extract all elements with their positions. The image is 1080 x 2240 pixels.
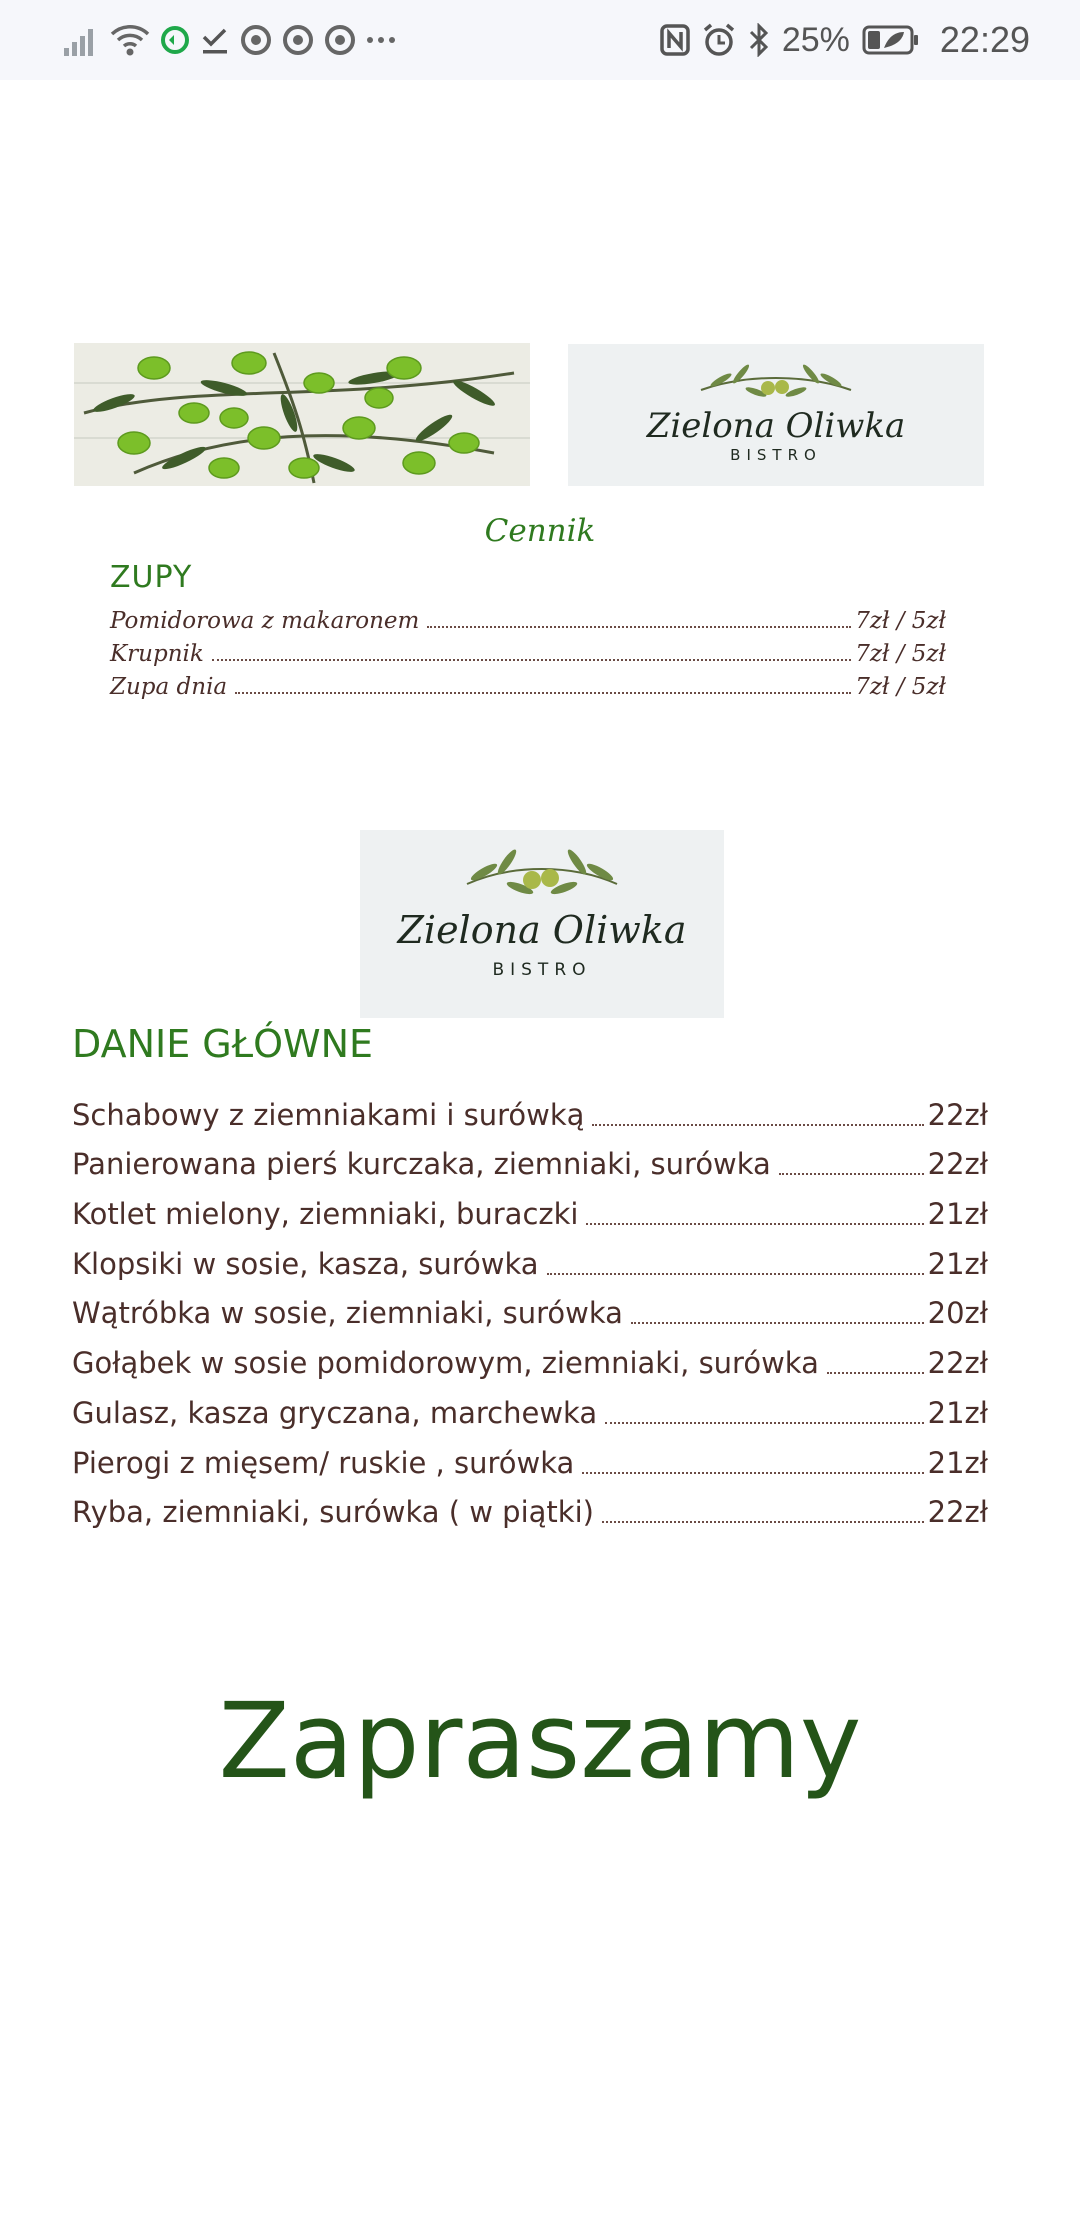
dot-leader	[779, 1173, 924, 1175]
list-item	[110, 634, 946, 667]
status-right	[660, 0, 1030, 80]
olive-branch-photo	[74, 343, 530, 486]
alarm-icon	[702, 23, 736, 57]
dot-leader	[592, 1124, 923, 1126]
item-name: Kotlet mielony, ziemniaki, buraczki	[72, 1197, 579, 1232]
dot-leader	[235, 692, 851, 694]
logo-name: Zielona Oliwka	[646, 406, 906, 446]
main-dishes-heading: DANIE GŁÓWNE	[72, 1022, 374, 1066]
item-name: Zupa dnia	[110, 674, 228, 700]
battery-icon	[862, 25, 920, 55]
dot-leader	[602, 1521, 924, 1523]
list-item	[110, 601, 946, 634]
list-item	[72, 1181, 988, 1231]
item-price: 22zł	[927, 1097, 988, 1132]
dot-leader	[582, 1472, 923, 1474]
download-done-icon	[200, 25, 230, 55]
menu-title: Cennik	[484, 513, 596, 549]
list-item	[72, 1480, 988, 1530]
bistro-logo-middle	[360, 830, 724, 1018]
dot-leader	[605, 1422, 924, 1424]
list-item	[72, 1330, 988, 1380]
bistro-logo-top	[568, 344, 984, 486]
item-name: Gołąbek w sosie pomidorowym, ziemniaki, surówka	[72, 1346, 819, 1381]
dot-leader	[827, 1372, 924, 1374]
item-price: 20zł	[927, 1296, 988, 1331]
closing-invitation: Zapraszamy	[218, 1680, 862, 1802]
item-price: 7zł / 5zł	[855, 608, 946, 634]
list-item	[72, 1132, 988, 1182]
item-price: 7zł / 5zł	[855, 674, 946, 700]
clock: 22:29	[939, 19, 1030, 60]
soup-list	[110, 601, 946, 700]
item-name: Klopsiki w sosie, kasza, surówka	[72, 1246, 539, 1281]
chrome-icon	[324, 24, 356, 56]
dot-leader	[631, 1322, 924, 1324]
dot-leader	[547, 1273, 924, 1275]
more-icon	[366, 35, 396, 45]
signal-icon	[64, 24, 100, 56]
dot-leader	[586, 1223, 923, 1225]
item-name: Ryba, ziemniaki, surówka ( w piątki)	[72, 1495, 594, 1530]
chrome-icon	[282, 24, 314, 56]
logo-subtitle: BISTRO	[492, 960, 592, 980]
item-name: Panierowana pierś kurczaka, ziemniaki, surówka	[72, 1147, 771, 1182]
list-item	[72, 1380, 988, 1430]
bluetooth-icon	[748, 23, 770, 57]
item-name: Wątróbka w sosie, ziemniaki, surówka	[72, 1296, 623, 1331]
item-price: 7zł / 5zł	[855, 641, 946, 667]
list-item	[72, 1231, 988, 1281]
list-item	[72, 1281, 988, 1331]
list-item	[72, 1430, 988, 1480]
logo-name: Zielona Oliwka	[397, 908, 687, 952]
item-name: Gulasz, kasza gryczana, marchewka	[72, 1395, 598, 1430]
item-price: 21zł	[927, 1246, 988, 1281]
list-item	[72, 1082, 988, 1132]
item-name: Schabowy z ziemniakami i surówką	[72, 1097, 585, 1132]
wifi-icon	[110, 23, 150, 57]
logo-subtitle: BISTRO	[730, 446, 822, 464]
status-left	[64, 0, 396, 80]
main-dish-list	[72, 1082, 988, 1529]
list-item	[110, 667, 946, 700]
item-price: 21zł	[927, 1445, 988, 1480]
item-price: 22zł	[927, 1346, 988, 1381]
item-name: Pierogi z mięsem/ ruskie , surówka	[72, 1445, 575, 1480]
battery-percent: 25%	[781, 20, 850, 59]
soups-heading: ZUPY	[110, 560, 193, 595]
item-price: 22zł	[927, 1147, 988, 1182]
item-name: Krupnik	[110, 641, 204, 667]
chrome-icon	[240, 24, 272, 56]
item-price: 21zł	[927, 1395, 988, 1430]
item-price: 21zł	[927, 1197, 988, 1232]
olive-sprig-icon	[696, 362, 856, 402]
dot-leader	[212, 659, 851, 661]
dot-leader	[427, 626, 851, 628]
item-name: Pomidorowa z makaronem	[110, 608, 420, 634]
item-price: 22zł	[927, 1495, 988, 1530]
sync-icon	[160, 25, 190, 55]
status-bar	[0, 0, 1080, 80]
olive-sprig-icon	[462, 840, 622, 902]
nfc-icon	[660, 24, 690, 56]
